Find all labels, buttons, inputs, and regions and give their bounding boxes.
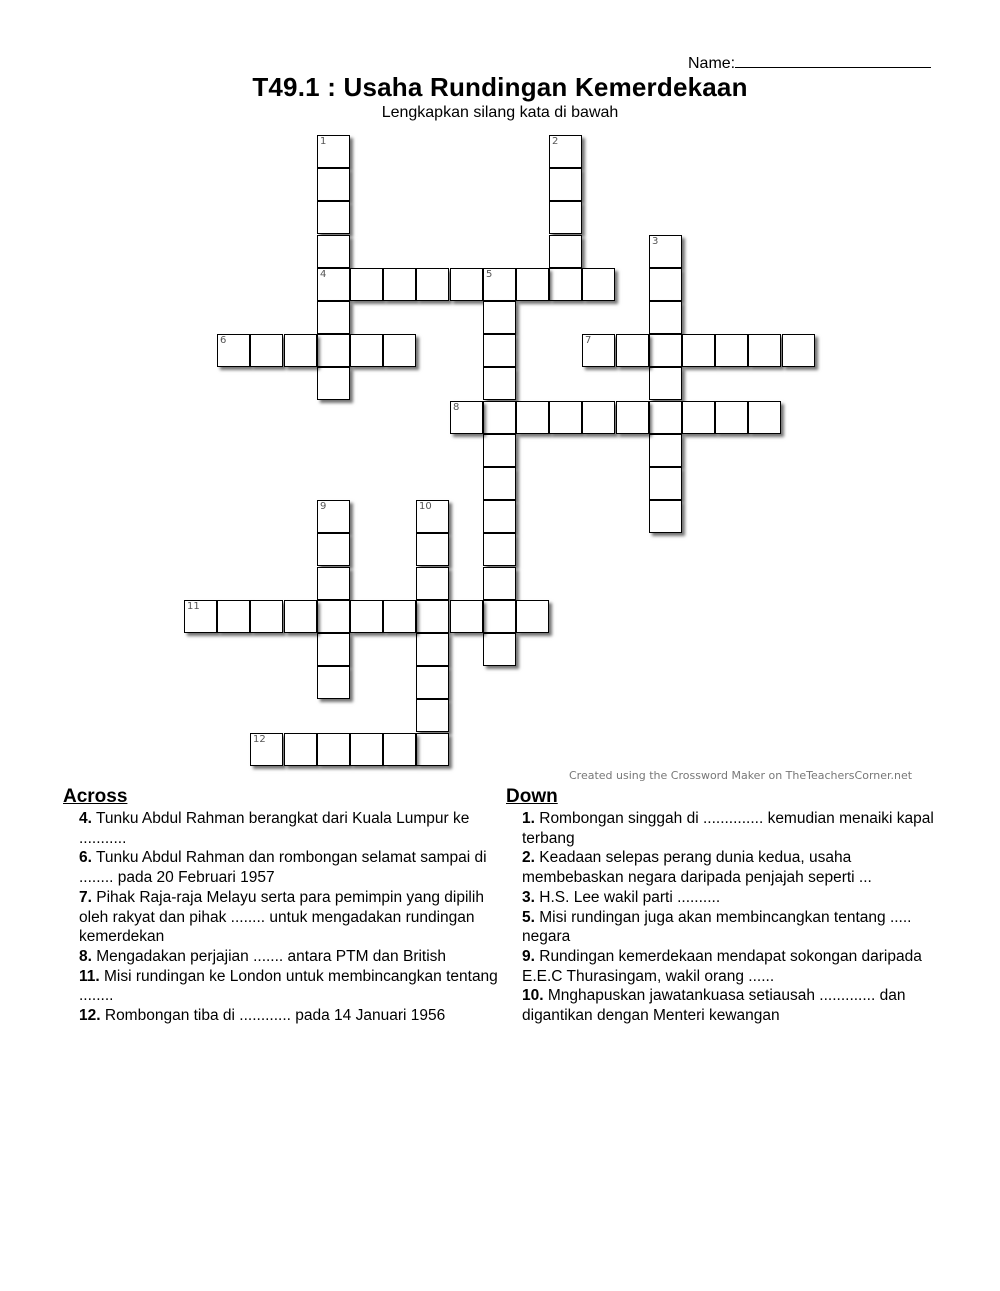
down-clue-list	[522, 809, 947, 1026]
crossword-cell[interactable]	[483, 301, 516, 334]
crossword-cell[interactable]	[483, 434, 516, 467]
crossword-cell[interactable]	[383, 334, 416, 367]
crossword-cell[interactable]	[748, 401, 781, 434]
crossword-cell[interactable]	[416, 533, 449, 566]
clue-text: H.S. Lee wakil parti ..........	[534, 888, 721, 906]
crossword-cell[interactable]	[450, 401, 483, 434]
clue-text: Misi rundingan juga akan membincangkan tentang ..... negara	[522, 908, 912, 946]
across-clue	[79, 888, 504, 947]
crossword-cell[interactable]	[616, 401, 649, 434]
crossword-cell[interactable]	[317, 500, 350, 533]
crossword-cell[interactable]	[582, 268, 615, 301]
clue-text: Mnghapuskan jawatankuasa setiausah ............. dan digantikan dengan Menteri kewangan	[522, 987, 906, 1025]
across-heading: Across	[63, 786, 128, 807]
crossword-cell[interactable]	[250, 600, 283, 633]
clue-number: 11	[187, 601, 200, 612]
clue-number: 2	[552, 136, 559, 147]
clue-number: 9	[320, 501, 327, 512]
crossword-cell[interactable]	[483, 533, 516, 566]
down-clue	[522, 809, 947, 848]
crossword-cell[interactable]	[516, 268, 549, 301]
clue-number-label: 6.	[79, 849, 92, 867]
down-clue	[522, 848, 947, 887]
crossword-cell[interactable]	[317, 168, 350, 201]
crossword-cell[interactable]	[317, 135, 350, 168]
clue-number: 6	[220, 335, 227, 346]
clue-number-label: 11.	[79, 967, 100, 985]
page-subtitle: Lengkapkan silang kata di bawah	[381, 104, 619, 121]
crossword-cell[interactable]	[184, 600, 217, 633]
crossword-cell[interactable]	[649, 500, 682, 533]
crossword-cell[interactable]	[317, 235, 350, 268]
crossword-cell[interactable]	[416, 500, 449, 533]
clue-number: 5	[486, 269, 493, 280]
crossword-cell[interactable]	[582, 401, 615, 434]
crossword-cell[interactable]	[649, 434, 682, 467]
crossword-cell[interactable]	[284, 334, 317, 367]
crossword-cell[interactable]	[549, 235, 582, 268]
down-clue	[522, 908, 947, 947]
clue-text: Tunku Abdul Rahman dan rombongan selamat sampai di ........ pada 20 Februari 1957	[79, 849, 487, 887]
down-clue	[522, 986, 947, 1025]
crossword-cell[interactable]	[317, 666, 350, 699]
across-clue	[79, 947, 504, 967]
crossword-cell[interactable]	[549, 135, 582, 168]
clue-number-label: 7.	[79, 888, 92, 906]
clue-number-label: 4.	[79, 810, 92, 827]
crossword-cell[interactable]	[682, 401, 715, 434]
clue-number-label: 9.	[522, 947, 535, 965]
crossword-cell[interactable]	[483, 500, 516, 533]
crossword-cell[interactable]	[317, 367, 350, 400]
clue-text: Rundingan kemerdekaan mendapat sokongan daripada E.E.C Thurasingam, wakil orang ......	[522, 947, 922, 985]
crossword-cell[interactable]	[483, 401, 516, 434]
crossword-cell[interactable]	[782, 334, 815, 367]
crossword-cell[interactable]	[616, 334, 649, 367]
crossword-cell[interactable]	[416, 268, 449, 301]
crossword-cell[interactable]	[350, 733, 383, 766]
clue-text: Pihak Raja-raja Melayu serta para pemimpin yang dipilih oleh rakyat dan pihak ........ untuk mengadakan rundingan kemerdekan	[79, 888, 484, 946]
crossword-cell[interactable]	[682, 334, 715, 367]
across-clue	[79, 809, 504, 848]
crossword-cell[interactable]	[483, 633, 516, 666]
crossword-cell[interactable]	[217, 600, 250, 633]
crossword-cell[interactable]	[549, 168, 582, 201]
crossword-cell[interactable]	[516, 401, 549, 434]
crossword-cell[interactable]	[649, 334, 682, 367]
crossword-cell[interactable]	[383, 600, 416, 633]
credit-text: Created using the Crossword Maker on TheTeachersCorner.net	[569, 769, 913, 782]
crossword-cell[interactable]	[516, 600, 549, 633]
crossword-cell[interactable]	[549, 201, 582, 234]
crossword-cell[interactable]	[416, 733, 449, 766]
crossword-cell[interactable]	[383, 268, 416, 301]
crossword-cell[interactable]	[715, 334, 748, 367]
clue-number: 12	[253, 734, 266, 745]
down-heading: Down	[506, 786, 558, 807]
crossword-cell[interactable]	[649, 268, 682, 301]
clue-number-label: 12.	[79, 1007, 101, 1025]
crossword-cell[interactable]	[383, 733, 416, 766]
crossword-cell[interactable]	[317, 201, 350, 234]
across-clue	[79, 848, 504, 887]
clue-number: 8	[453, 402, 460, 413]
clue-number-label: 5.	[522, 908, 535, 926]
crossword-cell[interactable]	[350, 268, 383, 301]
crossword-cell[interactable]	[416, 567, 449, 600]
crossword-cell[interactable]	[416, 633, 449, 666]
down-clue	[522, 888, 947, 908]
down-clue	[522, 947, 947, 986]
crossword-cell[interactable]	[483, 567, 516, 600]
clue-text: Mengadakan perjajian ....... antara PTM dan British	[91, 947, 447, 965]
crossword-cell[interactable]	[649, 467, 682, 500]
clue-number-label: 3.	[522, 888, 535, 906]
crossword-cell[interactable]	[250, 733, 283, 766]
crossword-cell[interactable]	[649, 401, 682, 434]
crossword-cell[interactable]	[748, 334, 781, 367]
crossword-cell[interactable]	[416, 666, 449, 699]
crossword-cell[interactable]	[483, 367, 516, 400]
crossword-cell[interactable]	[317, 600, 350, 633]
crossword-cell[interactable]	[317, 268, 350, 301]
crossword-cell[interactable]	[649, 301, 682, 334]
across-clue	[79, 967, 504, 1006]
clue-number: 7	[585, 335, 592, 346]
crossword-cell[interactable]	[317, 733, 350, 766]
crossword-cell[interactable]	[350, 600, 383, 633]
crossword-cell[interactable]	[549, 268, 582, 301]
crossword-cell[interactable]	[450, 268, 483, 301]
clue-text: Misi rundingan ke London untuk membincangkan tentang ........	[79, 967, 498, 1005]
crossword-cell[interactable]	[483, 334, 516, 367]
crossword-cell[interactable]	[549, 401, 582, 434]
crossword-cell[interactable]	[317, 533, 350, 566]
crossword-cell[interactable]	[284, 733, 317, 766]
clue-text: Keadaan selepas perang dunia kedua, usaha membebaskan negara daripada penjajah seperti ...	[522, 849, 872, 887]
crossword-cell[interactable]	[250, 334, 283, 367]
clue-text: Rombongan singgah di .............. kemudian menaiki kapal terbang	[522, 810, 934, 847]
crossword-cell[interactable]	[350, 334, 383, 367]
crossword-cell[interactable]	[483, 268, 516, 301]
crossword-cell[interactable]	[416, 699, 449, 732]
crossword-cell[interactable]	[715, 401, 748, 434]
clue-number: 4	[320, 269, 327, 280]
clue-number: 10	[419, 501, 432, 512]
crossword-cell[interactable]	[317, 334, 350, 367]
crossword-cell[interactable]	[317, 633, 350, 666]
clue-number-label: 10.	[522, 987, 544, 1005]
clue-number: 3	[652, 236, 659, 247]
clue-number-label: 8.	[79, 947, 92, 965]
clue-text: Rombongan tiba di ............ pada 14 Januari 1956	[100, 1007, 446, 1025]
clue-number-label: 1.	[522, 810, 535, 827]
crossword-cell[interactable]	[416, 600, 449, 633]
crossword-cell[interactable]	[217, 334, 250, 367]
crossword-cell[interactable]	[317, 567, 350, 600]
page-title: T49.1 : Usaha Rundingan Kemerdekaan	[252, 72, 748, 102]
clue-number-label: 2.	[522, 849, 535, 867]
crossword-cell[interactable]	[483, 600, 516, 633]
name-label: Name:	[688, 55, 736, 72]
crossword-cell[interactable]	[582, 334, 615, 367]
crossword-cell[interactable]	[450, 600, 483, 633]
clue-text: Tunku Abdul Rahman berangkat dari Kuala Lumpur ke ...........	[79, 810, 470, 847]
across-clue-list	[79, 809, 504, 1026]
crossword-cell[interactable]	[284, 600, 317, 633]
crossword-cell[interactable]	[649, 367, 682, 400]
clue-number: 1	[320, 136, 327, 147]
crossword-cell[interactable]	[649, 235, 682, 268]
crossword-cell[interactable]	[317, 301, 350, 334]
crossword-cell[interactable]	[483, 467, 516, 500]
across-clue	[79, 1006, 504, 1026]
